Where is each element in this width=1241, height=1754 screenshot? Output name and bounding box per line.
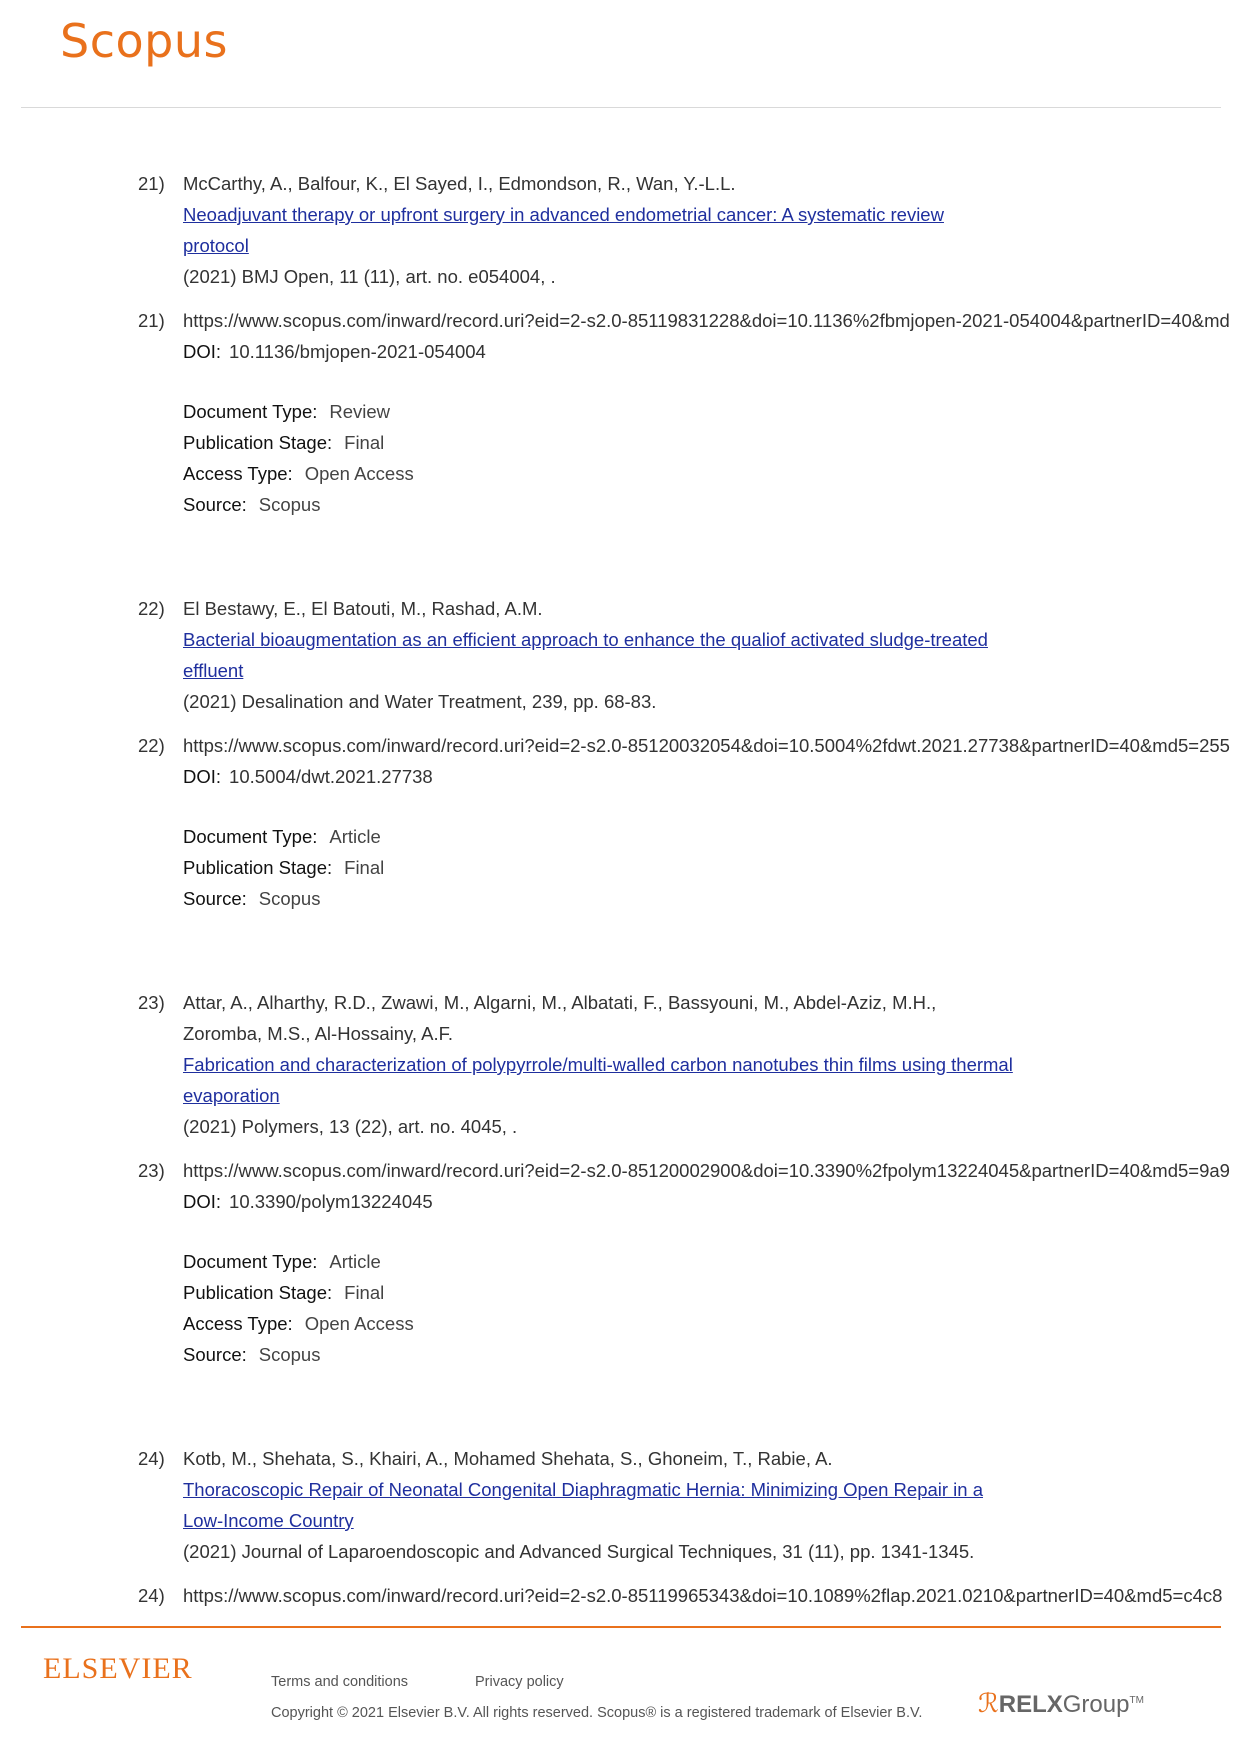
record-line: [0, 1080, 1241, 1111]
record-line: [0, 261, 1241, 292]
record-number: 23): [138, 992, 165, 1013]
result-record: [0, 168, 1241, 520]
header-divider: [21, 107, 1221, 108]
field-label: Source:: [183, 888, 247, 909]
record-number: 21): [138, 310, 165, 331]
results-list: [0, 168, 1241, 1606]
doi-label: DOI:: [183, 341, 222, 362]
footer-divider: [21, 1626, 1221, 1628]
field-label: Publication Stage:: [183, 857, 333, 878]
field-label: Source:: [183, 494, 247, 515]
record-title-link[interactable]: Neoadjuvant therapy or upfront surgery in advanced endometrial cancer: A systematic review: [183, 204, 944, 225]
record-url[interactable]: https://www.scopus.com/inward/record.uri?eid=2-s2.0-85119965343&doi=10.1089%2flap.2021.0210&partnerID=40&md5=c4c8: [183, 1585, 1223, 1606]
field-label: Access Type:: [183, 1313, 293, 1334]
field-label: Document Type:: [183, 826, 318, 847]
field-label: Source:: [183, 1344, 247, 1365]
record-line: [0, 761, 1241, 792]
record-doi: [183, 761, 433, 792]
record-authors: Attar, A., Alharthy, R.D., Zwawi, M., Algarni, M., Albatati, F., Bassyouni, M., Abdel-Aziz, M.H.,: [183, 992, 937, 1013]
record-number: 24): [138, 1448, 165, 1469]
scopus-logo[interactable]: Scopus: [60, 14, 228, 68]
record-citation: (2021) Journal of Laparoendoscopic and Advanced Surgical Techniques, 31 (11), pp. 1341-1345.: [183, 1541, 975, 1562]
record-title-link[interactable]: Fabrication and characterization of polypyrrole/multi-walled carbon nanotubes thin films using thermal: [183, 1054, 1013, 1075]
record-line: [0, 1308, 1241, 1339]
record-field: [183, 1246, 381, 1277]
record-field: [183, 458, 414, 489]
record-number: 23): [138, 1160, 165, 1181]
doi-label: DOI:: [183, 766, 222, 787]
field-value: Final: [344, 432, 385, 453]
record-authors: Zoromba, M.S., Al-Hossainy, A.F.: [183, 1023, 454, 1044]
record-line: [0, 1111, 1241, 1142]
relx-mark-icon: ℛ: [978, 1688, 999, 1718]
record-line: [0, 987, 1241, 1018]
record-citation: (2021) BMJ Open, 11 (11), art. no. e054004, .: [183, 266, 556, 287]
record-field: [183, 396, 390, 427]
record-line: [0, 1505, 1241, 1536]
record-number: 22): [138, 735, 165, 756]
field-label: Publication Stage:: [183, 432, 333, 453]
doi-value: 10.3390/polym13224045: [229, 1191, 433, 1212]
record-field: [183, 1339, 320, 1370]
record-line: [0, 305, 1241, 336]
record-url[interactable]: https://www.scopus.com/inward/record.uri?eid=2-s2.0-85120002900&doi=10.3390%2fpolym13224045&partnerID=40&md5=9a9: [183, 1160, 1230, 1181]
record-line: [0, 883, 1241, 914]
field-label: Document Type:: [183, 401, 318, 422]
field-value: Open Access: [304, 463, 414, 484]
record-line: [0, 1049, 1241, 1080]
record-url[interactable]: https://www.scopus.com/inward/record.uri?eid=2-s2.0-85120032054&doi=10.5004%2fdwt.2021.27738&partnerID=40&md5=255: [183, 735, 1230, 756]
record-title-link[interactable]: effluent: [183, 660, 244, 681]
record-authors: El Bestawy, E., El Batouti, M., Rashad, A.M.: [183, 598, 543, 619]
field-value: Scopus: [258, 494, 321, 515]
record-number: 22): [138, 598, 165, 619]
record-line: [0, 230, 1241, 261]
record-authors: Kotb, M., Shehata, S., Khairi, A., Mohamed Shehata, S., Ghoneim, T., Rabie, A.: [183, 1448, 833, 1469]
result-record: [0, 1443, 1241, 1611]
relx-logo[interactable]: [978, 1688, 1144, 1719]
relx-tm: TM: [1129, 1695, 1144, 1706]
record-line: [0, 168, 1241, 199]
doi-value: 10.5004/dwt.2021.27738: [229, 766, 433, 787]
record-line: [0, 427, 1241, 458]
relx-brand: RELX: [998, 1691, 1063, 1718]
record-field: [183, 489, 320, 520]
field-value: Final: [344, 857, 385, 878]
field-label: Publication Stage:: [183, 1282, 333, 1303]
record-line: [0, 1443, 1241, 1474]
record-line: [0, 730, 1241, 761]
record-line: [0, 1186, 1241, 1217]
record-line: [0, 1339, 1241, 1370]
record-line: [0, 1018, 1241, 1049]
record-line: [0, 1246, 1241, 1277]
record-line: [0, 199, 1241, 230]
field-value: Article: [329, 1251, 381, 1272]
record-field: [183, 821, 381, 852]
record-doi: [183, 1186, 433, 1217]
record-field: [183, 883, 320, 914]
record-line: [0, 1474, 1241, 1505]
record-line: [0, 1155, 1241, 1186]
record-title-link[interactable]: Thoracoscopic Repair of Neonatal Congenital Diaphragmatic Hernia: Minimizing Open Repair in a: [183, 1479, 984, 1500]
record-line: [0, 655, 1241, 686]
copyright-text: Copyright © 2021 Elsevier B.V. All rights reserved. Scopus® is a registered trademark of Elsevier B.V.: [271, 1705, 923, 1721]
record-line: [0, 821, 1241, 852]
record-number: 24): [138, 1585, 165, 1606]
privacy-link[interactable]: Privacy policy: [475, 1674, 564, 1690]
record-authors: McCarthy, A., Balfour, K., El Sayed, I., Edmondson, R., Wan, Y.-L.L.: [183, 173, 736, 194]
doi-value: 10.1136/bmjopen-2021-054004: [229, 341, 486, 362]
record-line: [0, 336, 1241, 367]
elsevier-logo[interactable]: ELSEVIER: [43, 1652, 193, 1685]
field-value: Review: [329, 401, 391, 422]
record-line: [0, 396, 1241, 427]
record-title-link[interactable]: Low-Income Country: [183, 1510, 354, 1531]
record-line: [0, 852, 1241, 883]
record-title-link[interactable]: protocol: [183, 235, 249, 256]
terms-link[interactable]: Terms and conditions: [271, 1674, 409, 1690]
result-record: [0, 593, 1241, 914]
record-title-link[interactable]: evaporation: [183, 1085, 280, 1106]
record-line: [0, 489, 1241, 520]
record-line: [0, 1580, 1241, 1611]
record-citation: (2021) Desalination and Water Treatment, 239, pp. 68-83.: [183, 691, 657, 712]
field-value: Scopus: [258, 888, 321, 909]
record-line: [0, 1536, 1241, 1567]
record-line: [0, 686, 1241, 717]
record-line: [0, 458, 1241, 489]
record-url[interactable]: https://www.scopus.com/inward/record.uri?eid=2-s2.0-85119831228&doi=10.1136%2fbmjopen-2021-054004&partnerID=40&md: [183, 310, 1230, 331]
field-label: Access Type:: [183, 463, 293, 484]
record-citation: (2021) Polymers, 13 (22), art. no. 4045, .: [183, 1116, 518, 1137]
record-title-link[interactable]: Bacterial bioaugmentation as an efficient approach to enhance the qualiof activated sludge-treated: [183, 629, 988, 650]
record-number: 21): [138, 173, 165, 194]
field-value: Open Access: [304, 1313, 414, 1334]
record-doi: [183, 336, 486, 367]
page-footer: [0, 1626, 1241, 1754]
record-line: [0, 1277, 1241, 1308]
field-label: Document Type:: [183, 1251, 318, 1272]
record-line: [0, 593, 1241, 624]
page-header: [0, 0, 1241, 108]
field-value: Final: [344, 1282, 385, 1303]
field-value: Scopus: [258, 1344, 321, 1365]
record-field: [183, 1277, 384, 1308]
record-field: [183, 1308, 414, 1339]
field-value: Article: [329, 826, 381, 847]
record-field: [183, 852, 384, 883]
record-line: [0, 624, 1241, 655]
relx-suffix: Group: [1062, 1691, 1130, 1718]
doi-label: DOI:: [183, 1191, 222, 1212]
record-field: [183, 427, 384, 458]
result-record: [0, 987, 1241, 1370]
